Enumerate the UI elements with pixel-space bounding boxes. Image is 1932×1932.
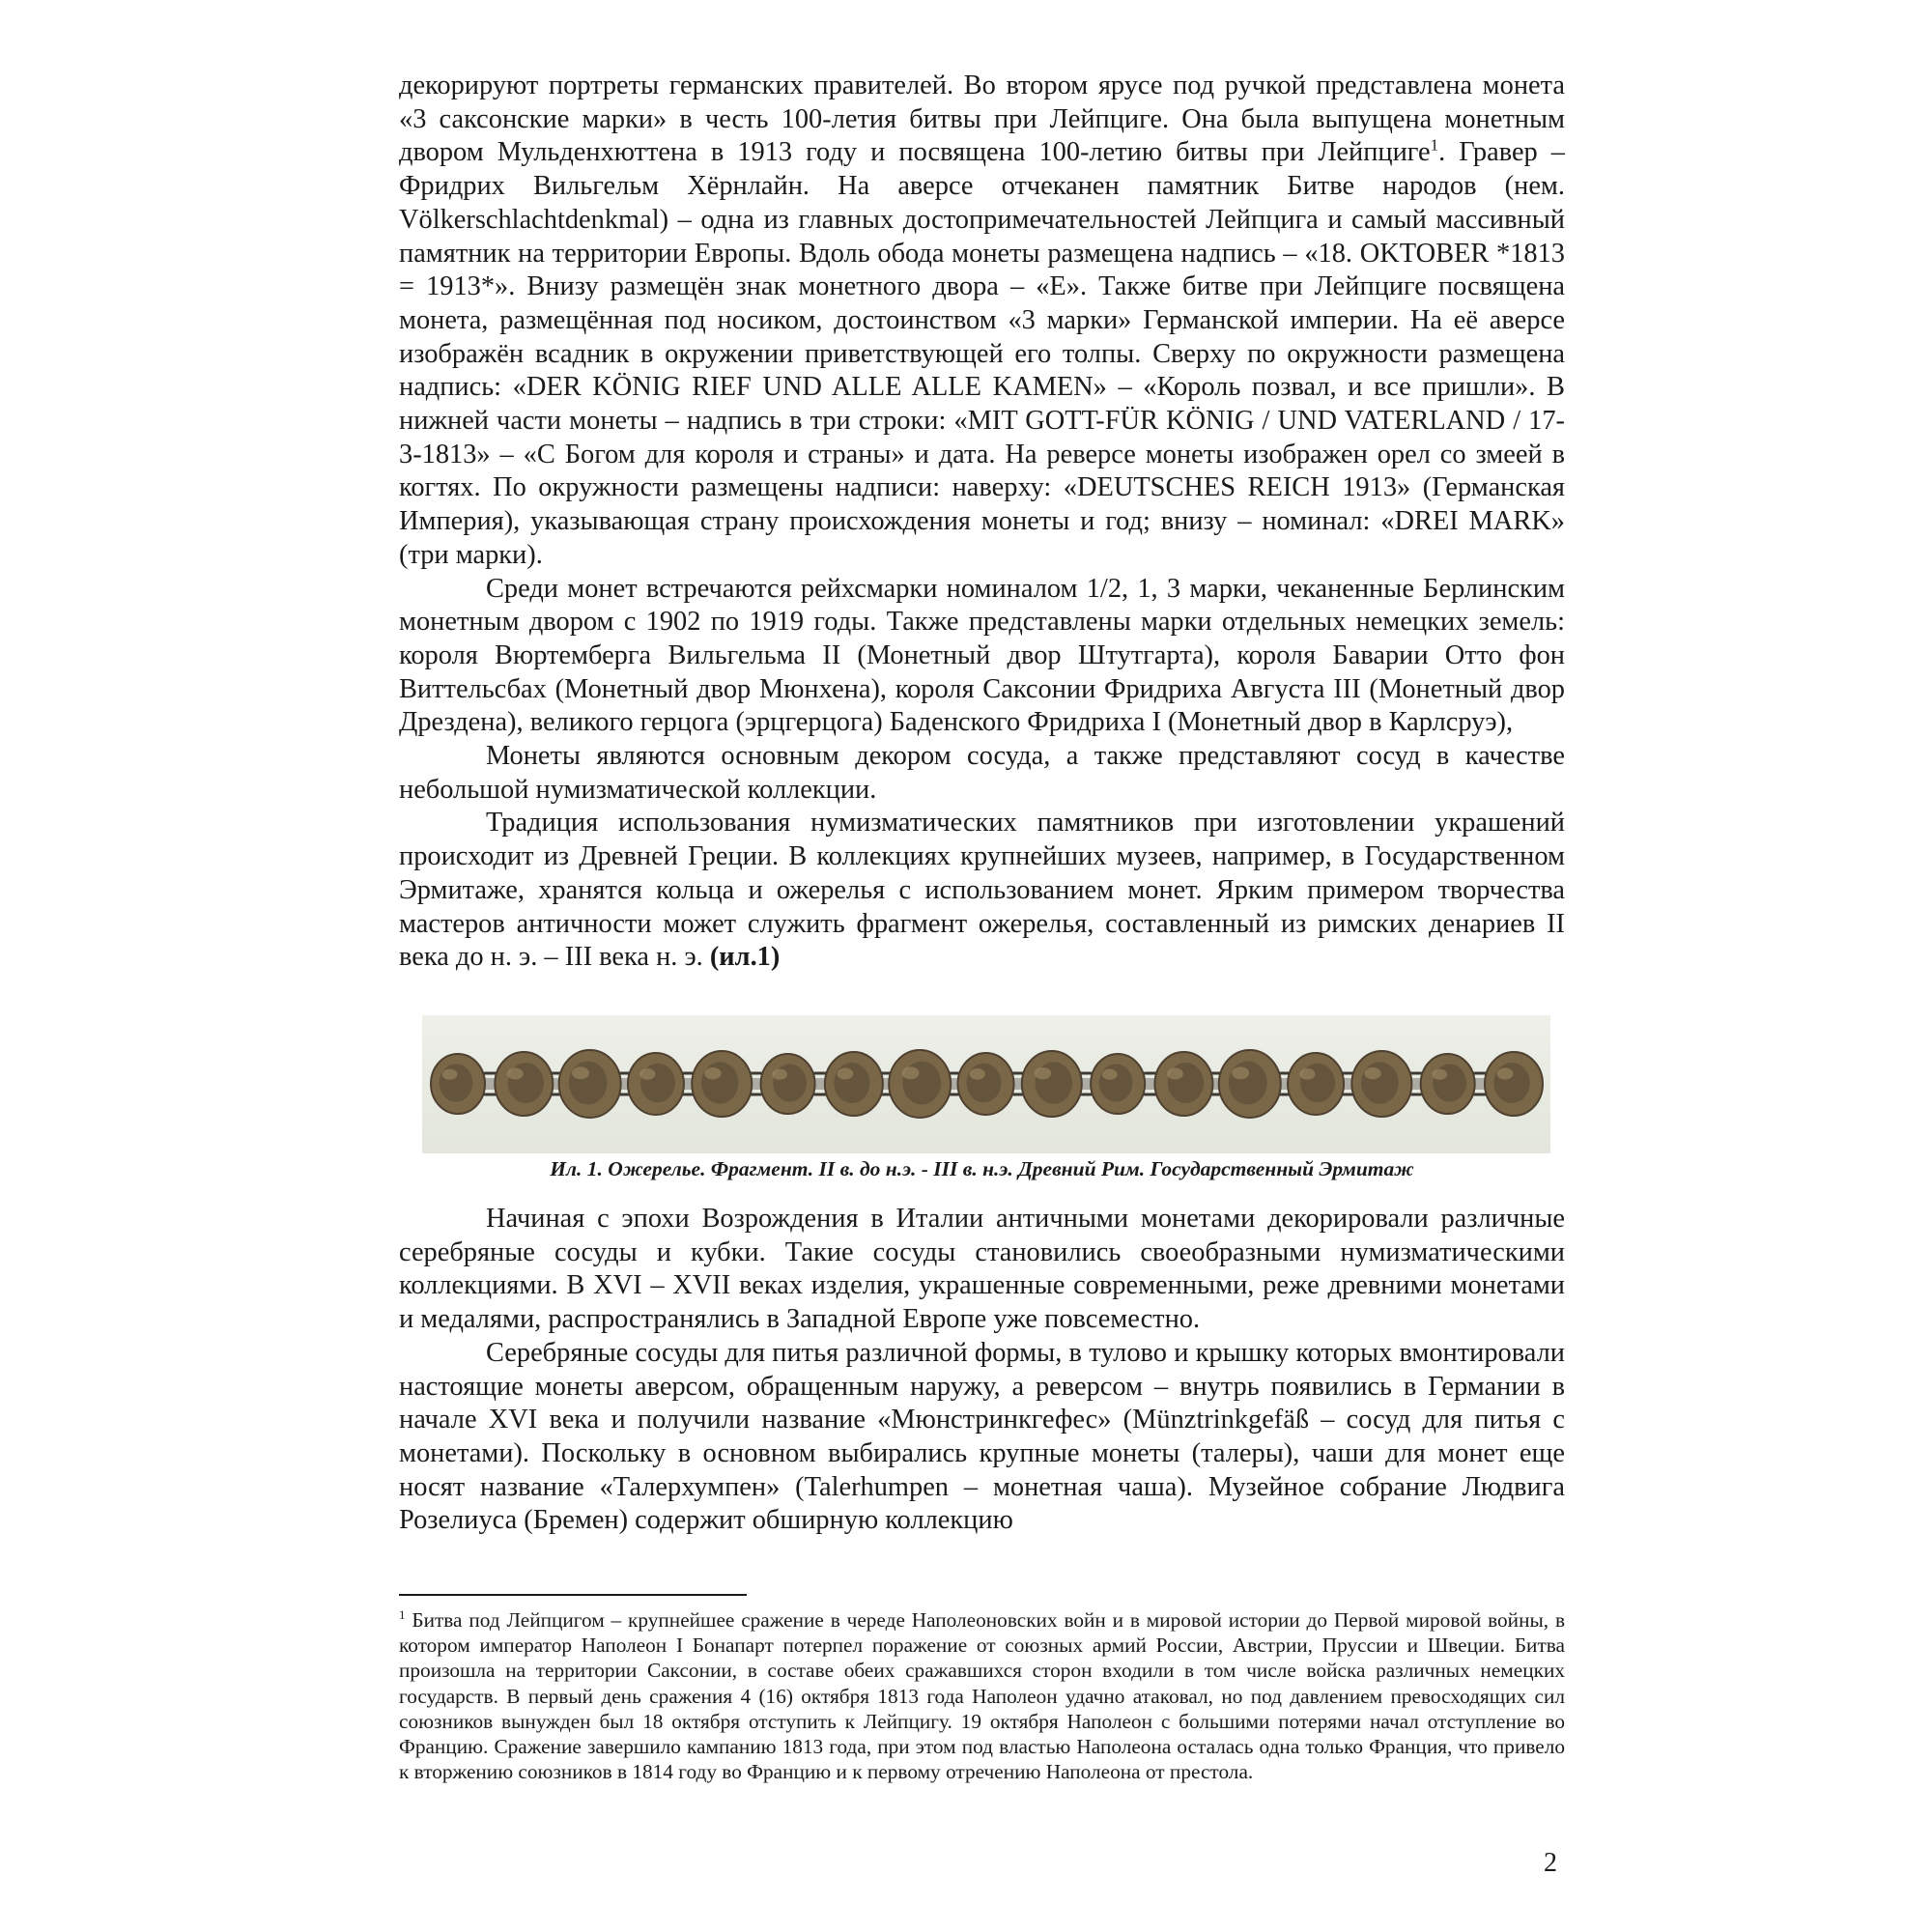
necklace-coin (761, 1054, 815, 1114)
footnote-marker: 1 (399, 1606, 406, 1622)
necklace-coin (431, 1054, 485, 1114)
figure-caption: Ил. 1. Ожерелье. Фрагмент. II в. до н.э. - III в. н.э. Древний Рим. Государственный Эрмитаж (550, 1157, 1414, 1180)
necklace-image (422, 1015, 1550, 1153)
footnote (399, 1607, 1565, 1784)
footnote-separator (399, 1594, 747, 1596)
necklace-coin (628, 1053, 684, 1115)
necklace-coin (889, 1050, 951, 1118)
paragraph-reichsmarks: Среди монет встречаются рейхсмарки номиналом 1/2, 1, 3 марки, чеканенные Берлинским монетным двором с 1902 по 1919 годы. Также представлены марки отдельных немецких земель: короля Вюртемберга Вильгельма II (Монетный двор Штутгарта), короля Баварии Отто фон Виттельсбах (Монетный двор Мюнхена), короля Саксонии Фридриха Августа III (Монетный двор Дрездена), великого герцога (эрцгерцога) Баденского Фридриха I (Монетный двор в Карлсруэ), (399, 573, 1565, 738)
footnote-reference[interactable]: 1 (1430, 135, 1439, 155)
paragraph-text: декорируют портреты германских правителей. Во втором ярусе под ручкой представлена монета «3 саксонские марки» в честь 100-летия битвы при Лейпциге. Она была выпущена монетным двором Мульденхюттена в 1913 году и посвящена 100-летию битвы при Лейпциге (399, 71, 1565, 168)
necklace-coin (958, 1053, 1014, 1115)
page-number: 2 (1544, 1848, 1557, 1878)
necklace-coin (1485, 1052, 1543, 1116)
paragraph-renaissance: Начиная с эпохи Возрождения в Италии античными монетами декорировали различные серебряные сосуды и кубки. Такие сосуды становились своеобразными нумизматическими коллекциями. В XVI – XVII веках изделия, украшенные современными, реже древними монетами и медалями, распространялись в Западной Европе уже повсеместно. (399, 1204, 1565, 1335)
necklace-coin (1091, 1054, 1145, 1114)
paragraph-text-continued: . Гравер – Фридрих Вильгельм Хёрнлайн. На аверсе отчеканен памятник Битве народов (нем. Völkerschlachtdenkmal) – одна из главных достопримечательностей Лейпцига и самый массивный памятник на территории Европы. Вдоль обода монеты размещена надпись – «18. OKTOBER *1813 = 1913*». Внизу размещён знак монетного двора – «Е». Также битве при Лейпциге посвящена монета, размещённая под носиком, достоинством «3 марки» Германской империи. На её аверсе изображён всадник в окружении приветствующей его толпы. Сверху по окружности размещена надпись: «DER KÖNIG RIEF UND ALLE ALLE KAMEN» – «Король позвал, и все пришли». В нижней части монеты – надпись в три строки: «MIT GOTT-FÜR KÖNIG / UND VATERLAND / 17-3-1813» – «С Богом для короля и страны» и дата. На реверсе монеты изображен орел со змеей в когтях. По окружности размещены надписи: наверху: «DEUTSCHES REICH 1913» (Германская Империя), указывающая страну происхождения монеты и год; внизу – номинал: «DREI MARK» (три марки). (399, 137, 1565, 570)
necklace-coin (1288, 1053, 1344, 1115)
necklace-coin (1219, 1050, 1281, 1118)
main-text-top (399, 70, 1565, 975)
necklace-figure (422, 1015, 1550, 1153)
necklace-coin (692, 1051, 752, 1117)
necklace-coin (1154, 1052, 1212, 1116)
paragraph-decor: Монеты являются основным декором сосуда, а также представляют сосуд в качестве небольшой нумизматической коллекции. (399, 741, 1565, 805)
paragraph-vessels: Серебряные сосуды для питья различной формы, в тулово и крышку которых вмонтировали настоящие монеты аверсом, обращенным наружу, а реверсом – внутрь появились в Германии в начале XVI века и получили название «Мюнстринкгефес» (Münztrinkgefäß – сосуд для питья с монетами). Поскольку в основном выбирались крупные монеты (талеры), чаши для монет еще носят название «Талерхумпен» (Talerhumpen – монетная чаша). Музейное собрание Людвига Розелиуса (Бремен) содержит обширную коллекцию (399, 1337, 1565, 1536)
necklace-coin (825, 1052, 883, 1116)
paragraph-coins-leipzig (399, 70, 1565, 573)
paragraph-tradition (399, 807, 1565, 975)
necklace-coin (559, 1050, 621, 1118)
main-text-bottom (399, 1203, 1565, 1538)
necklace-coin (495, 1052, 553, 1116)
paragraph-text: Традиция использования нумизматических памятников при изготовлении украшений происходит из Древней Греции. В коллекциях крупнейших музеев, например, в Государственном Эрмитаже, хранятся кольца и ожерелья с использованием монет. Ярким примером творчества мастеров античности может служить фрагмент ожерелья, составленный из римских денариев II века до н. э. – III века н. э. (399, 808, 1565, 973)
necklace-coin (1022, 1051, 1082, 1117)
necklace-coin (1421, 1054, 1475, 1114)
footnote-text: Битва под Лейпцигом – крупнейшее сражение в череде Наполеоновских войн и в мировой истории до Первой мировой войны, в котором император Наполеон I Бонапарт потерпел поражение от союзных армий России, Австрии, Пруссии и Швеции. Битва произошла на территории Саксонии, в составе обеих сражавшихся сторон входили в том числе войска различных немецких государств. В первый день сражения 4 (16) октября 1813 года Наполеон удачно атаковал, но под давлением превосходящих сил союзников вынужден был 18 октября отступить к Лейпцигу. 19 октября Наполеон с большими потерями начал отступление во Францию. Сражение завершило кампанию 1813 года, при этом под властью Наполеона осталась одна только Франция, что привело к вторжению союзников в 1814 году во Францию и к первому отречению Наполеона от престола. (399, 1608, 1565, 1784)
necklace-coin (1351, 1051, 1411, 1117)
figure-reference: (ил.1) (709, 942, 781, 973)
